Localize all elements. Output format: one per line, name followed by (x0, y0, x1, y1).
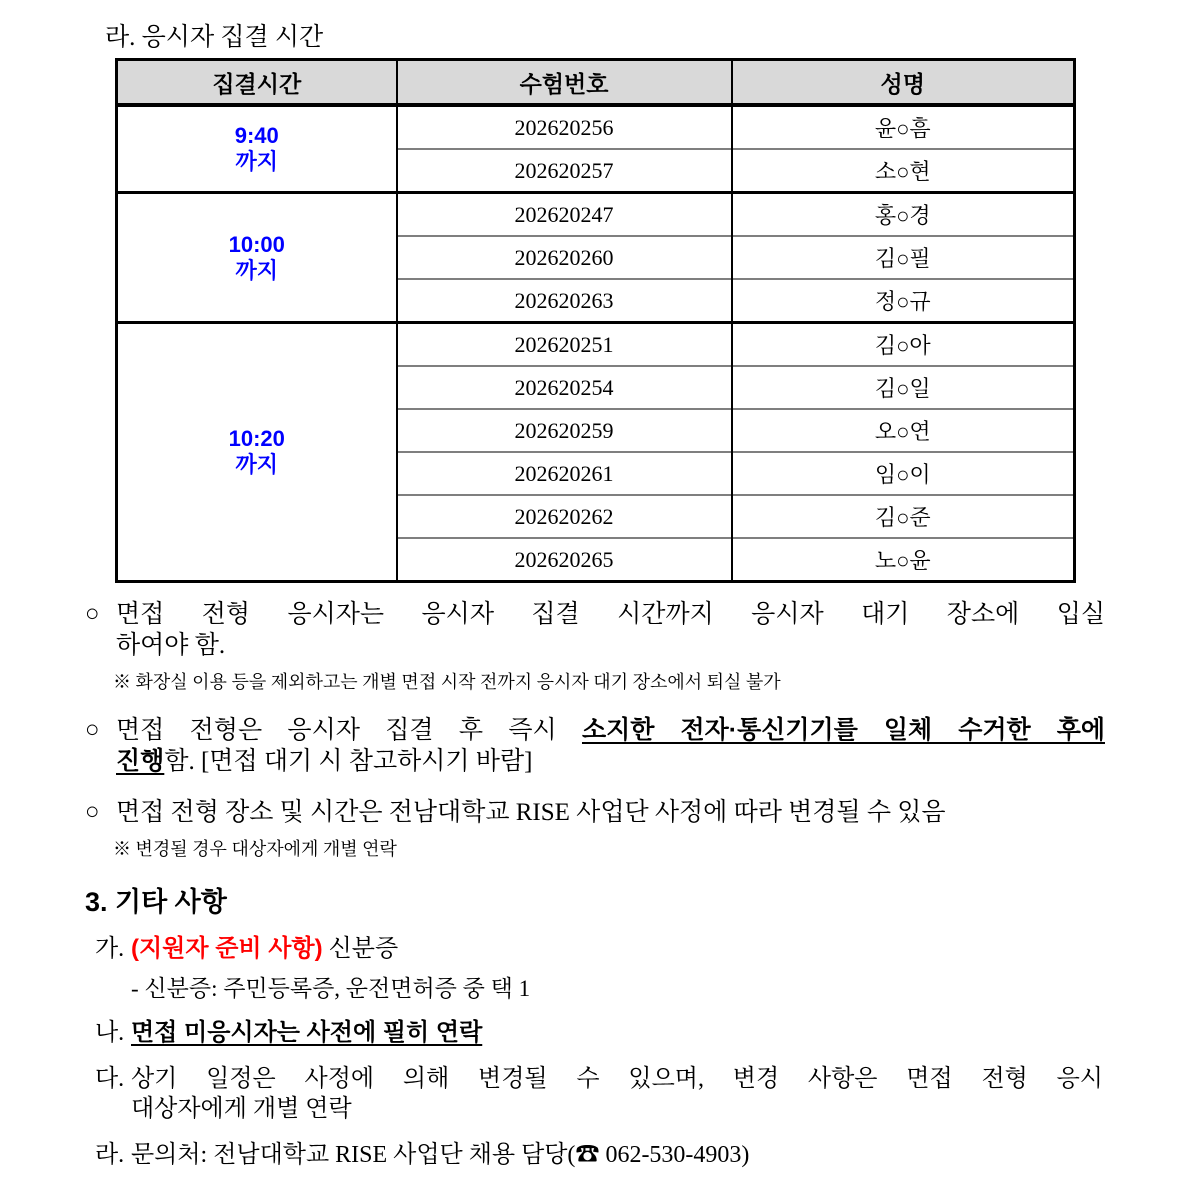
candidate-name: 홍○경 (732, 193, 1075, 237)
candidate-name: 노○윤 (732, 538, 1075, 582)
item-line: 대상자에게 개별 연락 (131, 1096, 352, 1122)
table-header-row (117, 60, 1075, 106)
bullet-text-strong: 진행 (116, 747, 165, 775)
time-value: 10:00 (228, 231, 285, 257)
exam-number: 202620247 (397, 193, 732, 237)
exam-number: 202620251 (397, 323, 732, 367)
candidate-name: 오○연 (732, 409, 1075, 452)
item-label: 다. (95, 1066, 125, 1092)
bullet-text-strong: 소지한 전자·통신기기를 일체 수거한 후에 (581, 716, 1105, 744)
item-text-strong: 면접 미응시자는 사전에 필히 연락 (131, 1019, 483, 1046)
bullet-line: 하여야 함. (116, 632, 226, 659)
bullet-schedule-change (85, 797, 1105, 828)
bullet-entry-room (85, 599, 1105, 661)
item-label: 라. (95, 1142, 125, 1168)
bullet-marker: ○ (85, 717, 100, 743)
time-value: 9:40 (234, 123, 279, 148)
exam-number: 202620265 (397, 538, 732, 582)
bullet-line (116, 746, 1105, 777)
exam-number: 202620254 (397, 366, 732, 409)
time-suffix: 까지 (235, 149, 278, 174)
time-suffix: 까지 (235, 257, 278, 283)
table-row (117, 193, 1075, 237)
time-cell (117, 193, 397, 323)
section-title: 라. 응시자 집결 시간 (105, 24, 324, 51)
item-label: 가. (95, 936, 125, 962)
item-text: 062-530-4903) (599, 1142, 750, 1168)
exam-number: 202620257 (397, 149, 732, 193)
table-row (117, 105, 1075, 149)
item-line: 상기 일정은 사정에 의해 변경될 수 있으며, 변경 사항은 면접 전형 응시 (131, 1066, 1103, 1092)
col-header-time: 집결시간 (117, 60, 397, 106)
candidate-name: 윤○흠 (732, 105, 1075, 149)
candidate-name: 김○아 (732, 323, 1075, 367)
candidate-name: 김○준 (732, 495, 1075, 538)
time-cell (117, 105, 397, 193)
bullet-marker: ○ (85, 601, 100, 627)
exam-number: 202620262 (397, 495, 732, 538)
bullet-text: 면접 전형은 응시자 집결 후 즉시 (116, 717, 582, 744)
candidate-name: 김○필 (732, 236, 1075, 279)
exam-number: 202620256 (397, 105, 732, 149)
item-ga (95, 934, 1103, 964)
col-header-name: 성명 (732, 60, 1075, 106)
candidate-name: 김○일 (732, 366, 1075, 409)
bullet-text: 함. [면접 대기 시 참고하시기 바람] (164, 748, 533, 775)
exam-number: 202620263 (397, 279, 732, 323)
note-restroom: ※ 화장실 이용 등을 제외하고는 개별 면접 시작 전까지 응시자 대기 장소에서 퇴실 불가 (113, 672, 781, 692)
candidate-name: 소○현 (732, 149, 1075, 193)
item-na (95, 1018, 1103, 1048)
item-text: 신분증 (322, 936, 399, 962)
note-individual-contact: ※ 변경될 경우 대상자에게 개별 연락 (113, 839, 397, 859)
gathering-time-table (115, 58, 1076, 583)
col-header-number: 수험번호 (397, 60, 732, 106)
item-ra (95, 1140, 1103, 1170)
phone-icon: ☎ (575, 1142, 600, 1168)
bullet-line: 면접 전형 응시자는 응시자 집결 시간까지 응시자 대기 장소에 입실 (116, 601, 1105, 628)
exam-number: 202620259 (397, 409, 732, 452)
item-text: 문의처: 전남대학교 RISE 사업단 채용 담당( (131, 1142, 576, 1168)
bullet-device-collection (85, 715, 1105, 777)
bullet-marker: ○ (85, 799, 100, 825)
exam-number: 202620260 (397, 236, 732, 279)
time-value: 10:20 (228, 426, 285, 451)
item-red-strong: (지원자 준비 사항) (131, 935, 323, 962)
candidate-name: 임○이 (732, 452, 1075, 495)
bullet-line (116, 715, 1105, 746)
item-ga-sub: - 신분증: 주민등록증, 운전면허증 중 택 1 (131, 976, 531, 1001)
item-label: 나. (95, 1020, 125, 1046)
time-cell (117, 323, 397, 582)
time-suffix: 까지 (235, 452, 278, 477)
table-row (117, 323, 1075, 367)
item-da (95, 1064, 1103, 1124)
exam-number: 202620261 (397, 452, 732, 495)
section3-heading: 3. 기타 사항 (85, 887, 227, 917)
candidate-name: 정○규 (732, 279, 1075, 323)
bullet-line: 면접 전형 장소 및 시간은 전남대학교 RISE 사업단 사정에 따라 변경될 수 있음 (116, 799, 946, 826)
